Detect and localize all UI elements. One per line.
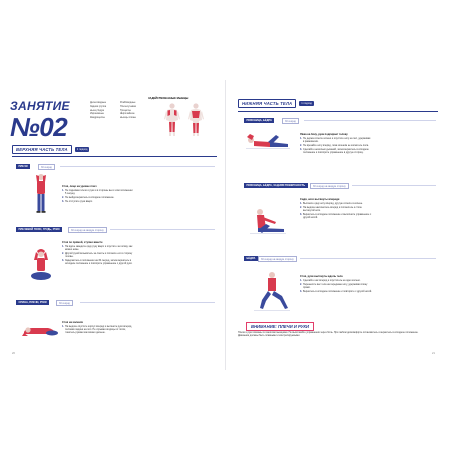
right-page-number: 21 xyxy=(432,352,435,355)
right-ex1-steps xyxy=(300,133,372,154)
step: 1. На вдохе заведите одну руку вверх и опустите за голову, как можно ниже. xyxy=(62,245,133,251)
right-section-title: НИЖНЯЯ ЧАСТЬ ТЕЛА xyxy=(238,99,296,108)
exercise-title: Сидя, ноги вытянуты впереди xyxy=(300,198,340,201)
lesson-number: №02 xyxy=(10,112,68,142)
right-section-rule xyxy=(238,111,438,112)
page-gutter xyxy=(225,80,226,370)
muscle-item: Ромбовидные xyxy=(120,101,136,104)
muscle-item: Широчайшие xyxy=(120,112,135,116)
left-section-badge: 1 подход xyxy=(76,148,88,151)
left-section-rule xyxy=(12,156,217,157)
step: 3. Вернитесь в исходное положение и выполните упражнение с другой ногой. xyxy=(300,212,372,219)
step: 2. Не врезайте ногу вперёд, пока коленом не коснётесь пола. xyxy=(300,143,369,147)
step: 1. Не держа согните колено и опустите ногу на пол, удерживая в равновесии. xyxy=(300,137,371,143)
step: 3. Не отступите руки вверх. xyxy=(62,199,93,203)
left-ex2-time: 30 секунд на каждую сторону xyxy=(68,227,107,233)
left-section-head xyxy=(12,145,89,154)
warning-title: ВНИМАНИЕ: ПЛЕЧИ И РУКИ xyxy=(246,322,314,331)
figure-standing-arms-up xyxy=(30,172,52,216)
muscle-item: Задняя группа xyxy=(90,104,107,108)
anatomy-figure xyxy=(160,102,210,140)
figure-arm-behind-head xyxy=(28,247,54,283)
muscle-item: мышц бедра xyxy=(90,108,104,112)
left-section-title: ВЕРХНЯЯ ЧАСТЬ ТЕЛА xyxy=(12,145,72,154)
step: 2. Другой рукой возьмитесь за локоть и потяните его в сторону головы. xyxy=(62,251,133,258)
figure-lunge xyxy=(252,270,292,314)
step: 1. Сделайте шаг вперёд и опуститесь на одно колено. xyxy=(300,279,361,282)
exercise-title: Стоя, лицо на уровне плеч xyxy=(62,185,97,188)
step: 2. Перенесите вес тела на переднюю ногу, удерживая спину прямо. xyxy=(300,282,368,289)
right-ex3-label: БЁДРА xyxy=(244,256,258,261)
warning-box xyxy=(236,322,432,360)
muscle-item: Трицепсы xyxy=(120,108,131,112)
left-ex1-label: ПЛЕЧИ xyxy=(16,164,30,169)
right-ex3-time: 30 секунд на каждую сторону xyxy=(258,256,297,262)
step: 3. Задержитесь в положении на 30 секунд, затем вернитесь в исходное положение и повторите упражнение с другой руки. xyxy=(62,258,133,265)
figure-childs-pose xyxy=(22,318,60,338)
left-page-number: 20 xyxy=(12,352,15,355)
step: 2. Не выйдя вернитесь в исходное положение. xyxy=(62,195,115,199)
muscles-column-2 xyxy=(120,101,146,120)
left-ex3-time: 30 секунд xyxy=(56,300,73,306)
left-ex2-label: ПЛЕЧЕВОЙ ПОЯС, ГРУДЬ, РУКИ xyxy=(16,227,62,232)
left-ex1-steps xyxy=(62,185,134,203)
step: 2. На выдохе наклонитесь вперёд и потянитесь к стопе вытянутой ноги. xyxy=(300,205,362,212)
right-section-head xyxy=(238,99,314,108)
right-ex3-steps xyxy=(300,275,372,293)
lesson-title: ЗАНЯТИЕ xyxy=(10,99,70,113)
right-ex2-time: 30 секунд на каждую сторону xyxy=(310,183,349,189)
warning-text: Плечи и руки связаны со многими мышцами. Не выполняйте упражнения через боль. При любом дискомфорте остановитесь и вернитесь в исходное положение. Движения должны быть плавными и контролируемыми. xyxy=(238,331,419,338)
right-ex2-label: ПОЯСНИЦА, БЁДРА, ЗАДНЯЯ ПОВЕРХНОСТЬ xyxy=(244,183,308,188)
muscle-item: мышцы спины xyxy=(120,116,136,120)
right-ex1-time: 30 секунд xyxy=(282,118,299,124)
figure-side-lying xyxy=(244,132,292,154)
step: 1. На выдохе опустите корпус вперёд и вытяните руки вперёд, положив ладони на пол. Не отрывая ягодицы от пяток, тянитесь руками как можно дальше. xyxy=(62,325,132,334)
muscle-item: Дельтовидные xyxy=(90,101,107,104)
muscle-item: Икроножные xyxy=(90,112,105,116)
muscle-item: Квадрицепсы xyxy=(90,116,105,120)
exercise-title: Стоя на коленях xyxy=(62,321,83,324)
left-ex2-steps xyxy=(62,241,134,265)
right-ex1-label: ПОЯСНИЦА, БЁДРА xyxy=(244,118,274,123)
right-section-badge: 1 подход xyxy=(301,102,312,105)
left-ex3-steps xyxy=(62,321,134,335)
muscles-column-1 xyxy=(90,101,116,120)
muscles-heading: ЗАДЕЙСТВОВАННЫЕ МЫШЦЫ xyxy=(148,97,189,100)
exercise-title: Лёжа на боку, рука подпирает голову xyxy=(300,133,348,136)
anatomy-back xyxy=(188,103,204,136)
muscle-item: Плечелучевая xyxy=(120,104,136,108)
step: 1. Не поднимая плечи и руки и в стороны вы в этом положении 5 секунд. xyxy=(62,189,133,195)
figure-seated-forward-bend xyxy=(248,206,288,238)
step: 3. Сделайте несколько дыханий, затем вернитесь в исходное положение и повторите упражнение в другую сторону. xyxy=(300,147,369,154)
left-ex1-time: 30 секунд xyxy=(38,164,55,170)
right-ex2-steps xyxy=(300,198,372,219)
left-ex3-label: СПИНА, ПЛЕЧИ, РУКИ xyxy=(16,300,49,305)
anatomy-front xyxy=(164,103,180,136)
step: 1. Вытяните одну ногу вперёд, другую согните в колене. xyxy=(300,202,363,205)
exercise-title: Стоя, руки вытянуты вдоль тела xyxy=(300,275,343,278)
step: 3. Вернитесь в исходное положение и повторите с другой ногой. xyxy=(300,289,372,293)
exercise-title: Стоя по прямой, ступни вместе xyxy=(62,241,103,244)
